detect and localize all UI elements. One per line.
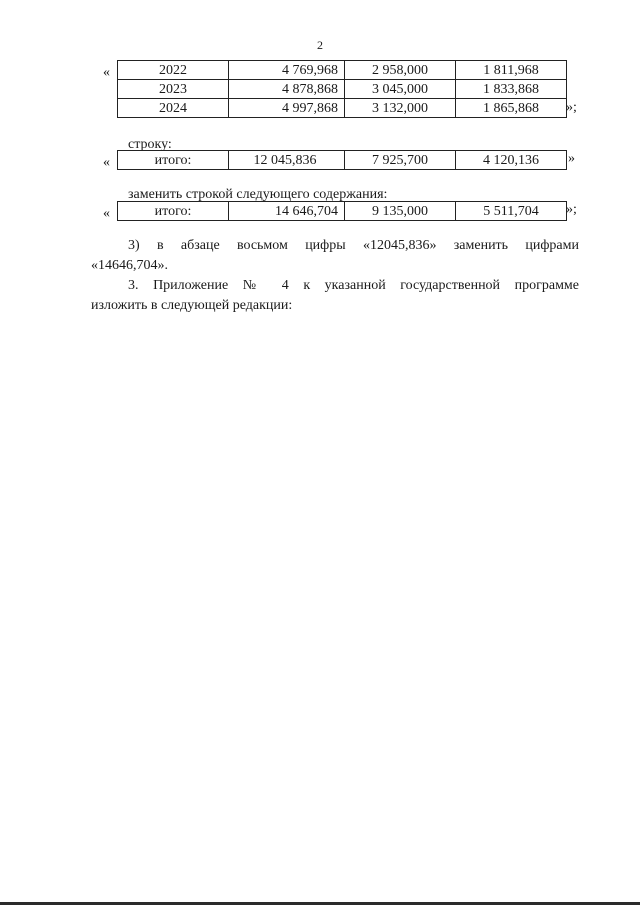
value-cell: 1 833,868 xyxy=(456,80,567,99)
value-cell: 2 958,000 xyxy=(345,61,456,80)
value-cell: 3 132,000 xyxy=(345,99,456,118)
paragraph-line: 3. Приложение № 4 к указанной государственной программе xyxy=(128,278,579,293)
value-cell: 7 925,700 xyxy=(345,151,456,170)
total-cell: 4 997,868 xyxy=(229,99,345,118)
value-cell: 4 120,136 xyxy=(456,151,567,170)
year-cell: 2023 xyxy=(118,80,229,99)
open-quote: « xyxy=(103,65,110,80)
paragraph-line: «14646,704». xyxy=(91,258,168,273)
label-row: строку: xyxy=(128,137,172,152)
total-label-cell: итого: xyxy=(118,202,229,221)
table-row xyxy=(118,61,567,80)
close-quote: »; xyxy=(566,100,577,115)
value-cell: 5 511,704 xyxy=(456,202,567,221)
old-total-table xyxy=(117,150,567,170)
years-table xyxy=(117,60,567,118)
table-row xyxy=(118,80,567,99)
table-row xyxy=(118,202,567,221)
value-cell: 3 045,000 xyxy=(345,80,456,99)
value-cell: 1 865,868 xyxy=(456,99,567,118)
open-quote: « xyxy=(103,206,110,221)
table-row xyxy=(118,151,567,170)
label-replace: заменить строкой следующего содержания: xyxy=(128,187,388,202)
close-quote: »; xyxy=(566,202,577,217)
total-label-cell: итого: xyxy=(118,151,229,170)
open-quote: « xyxy=(103,155,110,170)
paragraph-line: изложить в следующей редакции: xyxy=(91,298,293,313)
total-cell: 14 646,704 xyxy=(229,202,345,221)
year-cell: 2022 xyxy=(118,61,229,80)
table-row xyxy=(118,99,567,118)
total-cell: 4 769,968 xyxy=(229,61,345,80)
paragraph-4 xyxy=(91,276,579,316)
total-cell: 4 878,868 xyxy=(229,80,345,99)
year-cell: 2024 xyxy=(118,99,229,118)
new-total-table xyxy=(117,201,567,221)
paragraph-line: 3) в абзаце восьмом цифры «12045,836» заменить цифрами xyxy=(128,238,579,253)
value-cell: 9 135,000 xyxy=(345,202,456,221)
total-cell: 12 045,836 xyxy=(229,151,345,170)
value-cell: 1 811,968 xyxy=(456,61,567,80)
page-number: 2 xyxy=(317,38,323,52)
close-quote: » xyxy=(568,151,575,166)
paragraph-3 xyxy=(91,236,579,276)
